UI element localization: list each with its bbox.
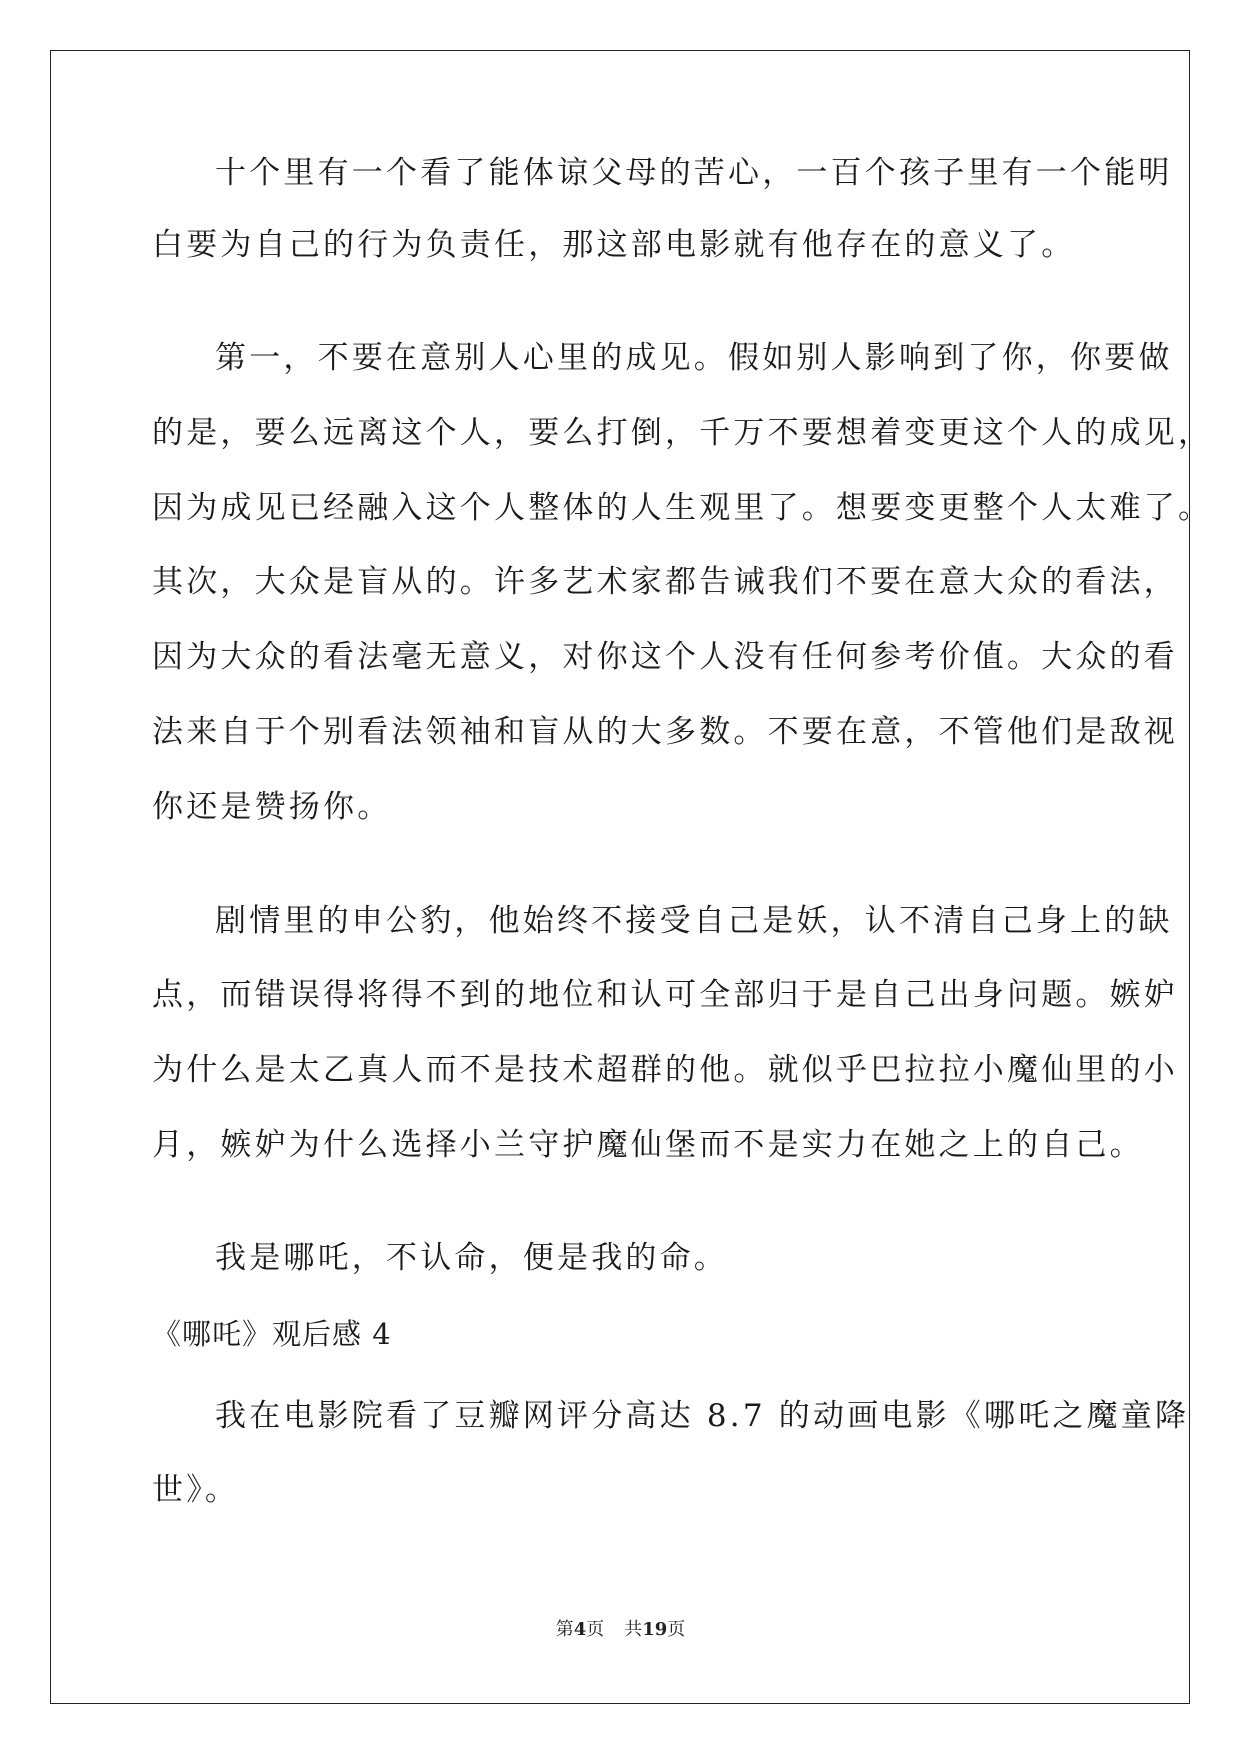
paragraph-line: 其次，大众是盲从的。许多艺术家都告诫我们不要在意大众的看法， — [152, 564, 1178, 600]
page-footer — [0, 1618, 1241, 1642]
section-heading: 《哪吒》观后感 4 — [152, 1317, 392, 1351]
paragraph-line: 白要为自己的行为负责任，那这部电影就有他存在的意义了。 — [152, 227, 1076, 263]
total-prefix: 共 — [624, 1619, 643, 1640]
paragraph-line: 因为大众的看法毫无意义，对你这个人没有任何参考价值。大众的看 — [152, 639, 1178, 675]
paragraph-line: 法来自于个别看法领袖和盲从的大多数。不要在意，不管他们是敌视 — [152, 714, 1178, 750]
page-prefix: 第 — [555, 1619, 574, 1640]
paragraph-line: 十个里有一个看了能体谅父母的苦心，一百个孩子里有一个能明 — [215, 155, 1173, 191]
paragraph-line: 点，而错误得将得不到的地位和认可全部归于是自己出身问题。嫉妒 — [152, 977, 1178, 1013]
paragraph-line: 因为成见已经融入这个人整体的人生观里了。想要变更整个人太难了。 — [152, 490, 1213, 526]
page-border — [50, 50, 1190, 1704]
page-suffix: 页 — [586, 1619, 605, 1640]
paragraph-line: 为什么是太乙真人而不是技术超群的他。就似乎巴拉拉小魔仙里的小 — [152, 1052, 1178, 1088]
paragraph-line: 你还是赞扬你。 — [152, 789, 392, 825]
paragraph-line: 的是，要么远离这个人，要么打倒，千万不要想着变更这个人的成见， — [152, 415, 1213, 451]
paragraph-line: 剧情里的申公豹，他始终不接受自己是妖，认不清自己身上的缺 — [215, 903, 1173, 939]
total-pages: 19 — [642, 1619, 668, 1640]
paragraph-line: 我在电影院看了豆瓣网评分高达 8.7 的动画电影《哪吒之魔童降 — [215, 1398, 1190, 1434]
paragraph-line: 世》。 — [152, 1472, 240, 1508]
paragraph-line: 第一，不要在意别人心里的成见。假如别人影响到了你，你要做 — [215, 340, 1173, 376]
total-suffix: 页 — [667, 1619, 686, 1640]
paragraph-line: 我是哪吒，不认命，便是我的命。 — [215, 1240, 728, 1276]
page-number: 4 — [573, 1619, 587, 1640]
paragraph-line: 月，嫉妒为什么选择小兰守护魔仙堡而不是实力在她之上的自己。 — [152, 1127, 1144, 1163]
